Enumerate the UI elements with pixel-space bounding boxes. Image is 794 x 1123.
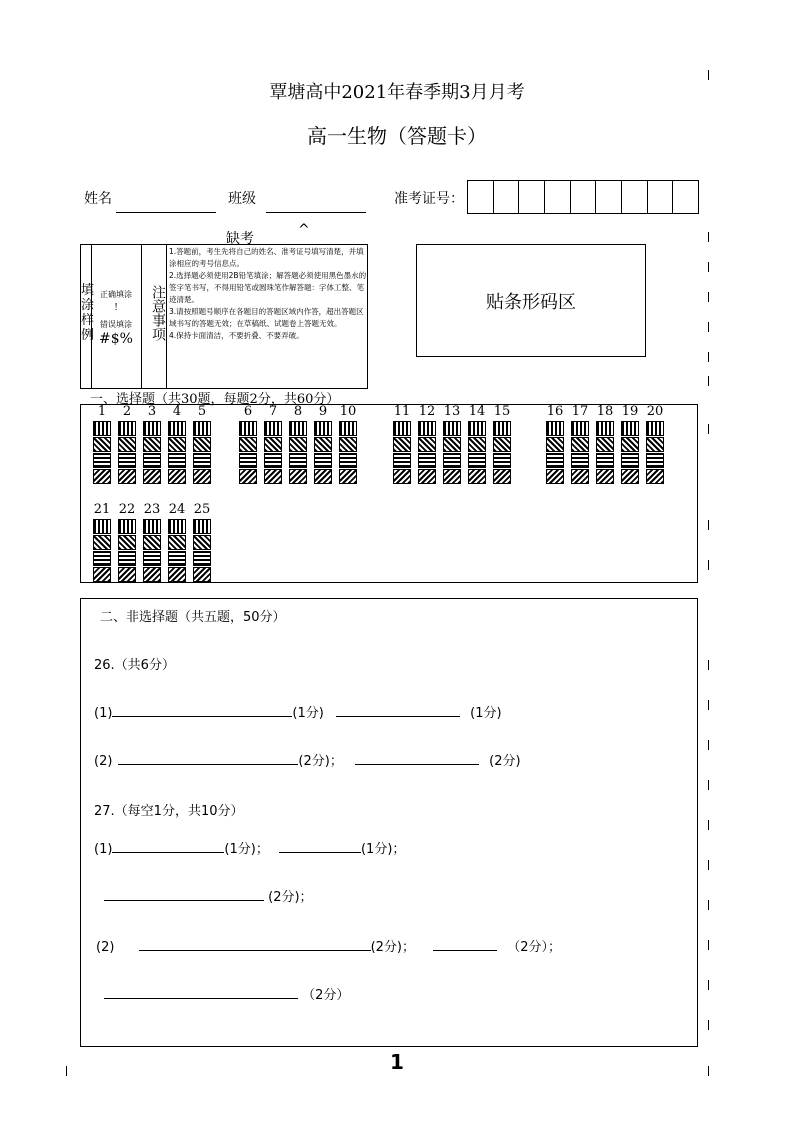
- q27-part1: (1) (1分)； (1分)；: [94, 838, 405, 857]
- answer-bubble[interactable]: [143, 519, 161, 534]
- cut-line-dash: [708, 560, 709, 570]
- answer-bubble[interactable]: [418, 421, 436, 436]
- wrong-label: 错误填涂: [100, 320, 132, 329]
- cut-line-dash: [708, 1020, 709, 1030]
- answer-bubble[interactable]: [418, 437, 436, 452]
- cut-line-dash: [708, 700, 709, 710]
- q26-blank-2[interactable]: [336, 702, 460, 717]
- answer-bubble[interactable]: [393, 421, 411, 436]
- q26-title: 26.（共6分）: [94, 658, 175, 673]
- answer-bubble[interactable]: [468, 469, 486, 484]
- answer-bubble[interactable]: [239, 421, 257, 436]
- answer-bubble[interactable]: [646, 453, 664, 468]
- answer-bubble[interactable]: [143, 469, 161, 484]
- answer-bubble[interactable]: [646, 469, 664, 484]
- answer-bubble[interactable]: [571, 421, 589, 436]
- answer-bubble[interactable]: [596, 437, 614, 452]
- notice-rules: [167, 245, 371, 390]
- cut-line-dash: [708, 292, 709, 302]
- question-number: 7: [268, 404, 278, 419]
- answer-bubble[interactable]: [168, 551, 186, 566]
- question-number: 20: [646, 404, 664, 419]
- answer-bubble[interactable]: [393, 437, 411, 452]
- answer-bubble[interactable]: [143, 551, 161, 566]
- cut-line-dash: [708, 980, 709, 990]
- answer-bubble[interactable]: [168, 437, 186, 452]
- q27-part2-line2: （2分）: [104, 984, 349, 1003]
- cut-line-dash: [708, 322, 709, 332]
- question-number: 5: [197, 404, 207, 419]
- answer-bubble[interactable]: [93, 421, 111, 436]
- answer-bubble[interactable]: [264, 453, 282, 468]
- answer-bubble[interactable]: [193, 551, 211, 566]
- absent-label: 缺考: [226, 231, 254, 247]
- answer-bubble[interactable]: [264, 421, 282, 436]
- question-number: 10: [339, 404, 357, 419]
- rule-2: 2.选择题必须使用2B铅笔填涂；解答题必须使用黑色墨水的签字笔书写，不得用铅笔或圆珠笔作解答题：字体工整、笔迹清楚。: [169, 271, 367, 304]
- answer-bubble[interactable]: [596, 421, 614, 436]
- exam-title: 覃塘高中2021年春季期3月月考: [269, 82, 525, 103]
- answer-bubble[interactable]: [621, 469, 639, 484]
- cut-line-dash: [708, 940, 709, 950]
- answer-bubble[interactable]: [289, 437, 307, 452]
- answer-bubble[interactable]: [468, 453, 486, 468]
- answer-bubble[interactable]: [93, 519, 111, 534]
- page-number: 1: [390, 1050, 404, 1074]
- answer-bubble[interactable]: [118, 421, 136, 436]
- cut-line-dash: [708, 900, 709, 910]
- question-number: 24: [168, 502, 186, 517]
- answer-bubble[interactable]: [93, 535, 111, 550]
- answer-bubble[interactable]: [621, 421, 639, 436]
- answer-bubble[interactable]: [646, 421, 664, 436]
- answer-bubble[interactable]: [443, 421, 461, 436]
- q27-blank-2[interactable]: [279, 838, 361, 853]
- question-number: 8: [293, 404, 303, 419]
- answer-bubble[interactable]: [339, 421, 357, 436]
- question-number: 17: [571, 404, 589, 419]
- answer-bubble[interactable]: [193, 421, 211, 436]
- q27-blank-6[interactable]: [104, 984, 298, 999]
- answer-bubble[interactable]: [596, 469, 614, 484]
- answer-bubble[interactable]: [143, 453, 161, 468]
- notes-label: 注意事项: [150, 285, 166, 341]
- answer-bubble[interactable]: [468, 421, 486, 436]
- answer-bubble[interactable]: [168, 453, 186, 468]
- correct-label: 正确填涂: [100, 290, 132, 299]
- question-number: 3: [147, 404, 157, 419]
- question-number: 21: [93, 502, 111, 517]
- answer-bubble[interactable]: [118, 453, 136, 468]
- answer-bubble[interactable]: [468, 437, 486, 452]
- q27-blank-4[interactable]: [139, 936, 371, 951]
- cut-line-dash: [708, 520, 709, 530]
- answer-bubble[interactable]: [571, 437, 589, 452]
- answer-bubble[interactable]: [646, 437, 664, 452]
- rule-1: 1.答题前，考生先将自己的姓名、准考证号填写清楚，并填涂相应的考号信息点。: [169, 247, 364, 268]
- answer-bubble[interactable]: [93, 567, 111, 582]
- section1-title: 一、选择题（共30题，每题2分，共60分）: [90, 392, 340, 407]
- answer-bubble[interactable]: [168, 519, 186, 534]
- cut-line-dash: [708, 780, 709, 790]
- cut-line-dash: [708, 424, 709, 434]
- answer-bubble[interactable]: [118, 567, 136, 582]
- answer-bubble[interactable]: [264, 469, 282, 484]
- answer-bubble[interactable]: [596, 453, 614, 468]
- exam-id-grid[interactable]: [467, 180, 699, 214]
- answer-bubble[interactable]: [143, 421, 161, 436]
- cut-line-dash: [708, 820, 709, 830]
- question-number: 6: [243, 404, 253, 419]
- answer-bubble[interactable]: [193, 519, 211, 534]
- answer-bubble[interactable]: [168, 469, 186, 484]
- fill-example-label: 填涂样例: [81, 283, 95, 343]
- subject-title: 高一生物（答题卡）: [307, 124, 487, 148]
- answer-bubble[interactable]: [546, 437, 564, 452]
- answer-bubble[interactable]: [418, 469, 436, 484]
- answer-bubble[interactable]: [93, 437, 111, 452]
- answer-bubble[interactable]: [493, 469, 511, 484]
- answer-bubble[interactable]: [546, 469, 564, 484]
- answer-bubble[interactable]: [339, 453, 357, 468]
- cut-line-dash: [708, 232, 709, 242]
- question-number: 22: [118, 502, 136, 517]
- q26-blank-1[interactable]: [112, 702, 292, 717]
- answer-bubble[interactable]: [193, 453, 211, 468]
- question-number: 25: [193, 502, 211, 517]
- answer-bubble[interactable]: [393, 469, 411, 484]
- answer-bubble[interactable]: [118, 437, 136, 452]
- section2-title: 二、非选择题（共五题，50分）: [100, 610, 286, 625]
- answer-bubble[interactable]: [143, 437, 161, 452]
- answer-bubble[interactable]: [118, 519, 136, 534]
- question-number: 12: [418, 404, 436, 419]
- answer-bubble[interactable]: [289, 421, 307, 436]
- question-number: 2: [122, 404, 132, 419]
- question-number: 1: [97, 404, 107, 419]
- answer-bubble[interactable]: [443, 453, 461, 468]
- cut-line-dash: [708, 1066, 709, 1076]
- cut-line-dash: [708, 376, 709, 386]
- answer-bubble[interactable]: [168, 535, 186, 550]
- answer-bubble[interactable]: [493, 421, 511, 436]
- answer-bubble[interactable]: [93, 551, 111, 566]
- answer-bubble[interactable]: [168, 421, 186, 436]
- answer-bubble[interactable]: [314, 453, 332, 468]
- q26-blank-3[interactable]: [118, 750, 298, 765]
- cut-line-dash: [708, 262, 709, 272]
- answer-bubble[interactable]: [93, 469, 111, 484]
- answer-bubble[interactable]: [118, 469, 136, 484]
- barcode-area: 贴条形码区: [416, 244, 646, 357]
- answer-bubble[interactable]: [289, 469, 307, 484]
- answer-bubble[interactable]: [621, 453, 639, 468]
- answer-bubble[interactable]: [93, 453, 111, 468]
- question-number: 16: [546, 404, 564, 419]
- answer-bubble[interactable]: [443, 437, 461, 452]
- answer-bubble[interactable]: [118, 551, 136, 566]
- question-number: 18: [596, 404, 614, 419]
- answer-bubble[interactable]: [314, 421, 332, 436]
- answer-bubble[interactable]: [418, 453, 436, 468]
- answer-bubble[interactable]: [339, 469, 357, 484]
- question-number: 11: [393, 404, 411, 419]
- question-number: 15: [493, 404, 511, 419]
- q27-part2: (2) (2分)； （2分）；: [96, 936, 561, 955]
- q26-part2: (2) (2分)； (2分): [94, 750, 521, 769]
- answer-bubble[interactable]: [546, 453, 564, 468]
- q27-part1-line2: (2分)；: [104, 886, 313, 905]
- wrong-marks: #$%: [99, 331, 133, 347]
- answer-bubble[interactable]: [339, 437, 357, 452]
- answer-bubble[interactable]: [118, 535, 136, 550]
- answer-bubble[interactable]: [393, 453, 411, 468]
- question-number: 4: [172, 404, 182, 419]
- answer-bubble[interactable]: [239, 453, 257, 468]
- notice-table: [80, 244, 368, 389]
- rule-3: 3.请按照题号顺序在各题目的答题区域内作答，超出答题区域书写的答题无效；在草稿纸、试题卷上答题无效。: [169, 307, 364, 328]
- question-number: 9: [318, 404, 328, 419]
- answer-bubble[interactable]: [314, 469, 332, 484]
- q27-title: 27.（每空1分，共10分）: [94, 804, 244, 819]
- answer-bubble[interactable]: [493, 453, 511, 468]
- answer-bubble[interactable]: [314, 437, 332, 452]
- answer-bubble[interactable]: [143, 567, 161, 582]
- answer-bubble[interactable]: [443, 469, 461, 484]
- answer-bubble[interactable]: [546, 421, 564, 436]
- answer-bubble[interactable]: [193, 567, 211, 582]
- answer-bubble[interactable]: [571, 453, 589, 468]
- question-number: 14: [468, 404, 486, 419]
- cut-line-dash: [66, 1066, 67, 1076]
- absent-mark[interactable]: ^: [298, 222, 310, 238]
- class-label: 班级: [228, 191, 256, 207]
- question-number: 23: [143, 502, 161, 517]
- name-field[interactable]: [116, 194, 216, 213]
- answer-bubble[interactable]: [193, 535, 211, 550]
- correct-mark: !: [114, 303, 118, 313]
- exam-id-label: 准考证号：: [394, 191, 464, 207]
- q26-blank-4[interactable]: [355, 750, 479, 765]
- cut-line-dash: [708, 740, 709, 750]
- answer-bubble[interactable]: [193, 437, 211, 452]
- answer-bubble[interactable]: [239, 469, 257, 484]
- answer-bubble[interactable]: [193, 469, 211, 484]
- answer-bubble[interactable]: [621, 437, 639, 452]
- q26-part1: (1) (1分) (1分): [94, 702, 502, 721]
- cut-line-dash: [708, 70, 709, 80]
- q27-blank-3[interactable]: [104, 886, 264, 901]
- question-number: 19: [621, 404, 639, 419]
- answer-bubble[interactable]: [493, 437, 511, 452]
- answer-bubble[interactable]: [239, 437, 257, 452]
- q27-blank-1[interactable]: [112, 838, 224, 853]
- q27-blank-5[interactable]: [433, 936, 497, 951]
- rule-4: 4.保持卡面清洁，不要折叠、不要弄破。: [169, 331, 304, 340]
- cut-line-dash: [708, 860, 709, 870]
- answer-bubble[interactable]: [264, 437, 282, 452]
- answer-bubble[interactable]: [289, 453, 307, 468]
- cut-line-dash: [708, 660, 709, 670]
- answer-bubble[interactable]: [571, 469, 589, 484]
- question-number: 13: [443, 404, 461, 419]
- class-field[interactable]: [266, 194, 366, 213]
- cut-line-dash: [708, 352, 709, 362]
- answer-bubble[interactable]: [143, 535, 161, 550]
- name-label: 姓名: [84, 191, 112, 207]
- answer-bubble[interactable]: [168, 567, 186, 582]
